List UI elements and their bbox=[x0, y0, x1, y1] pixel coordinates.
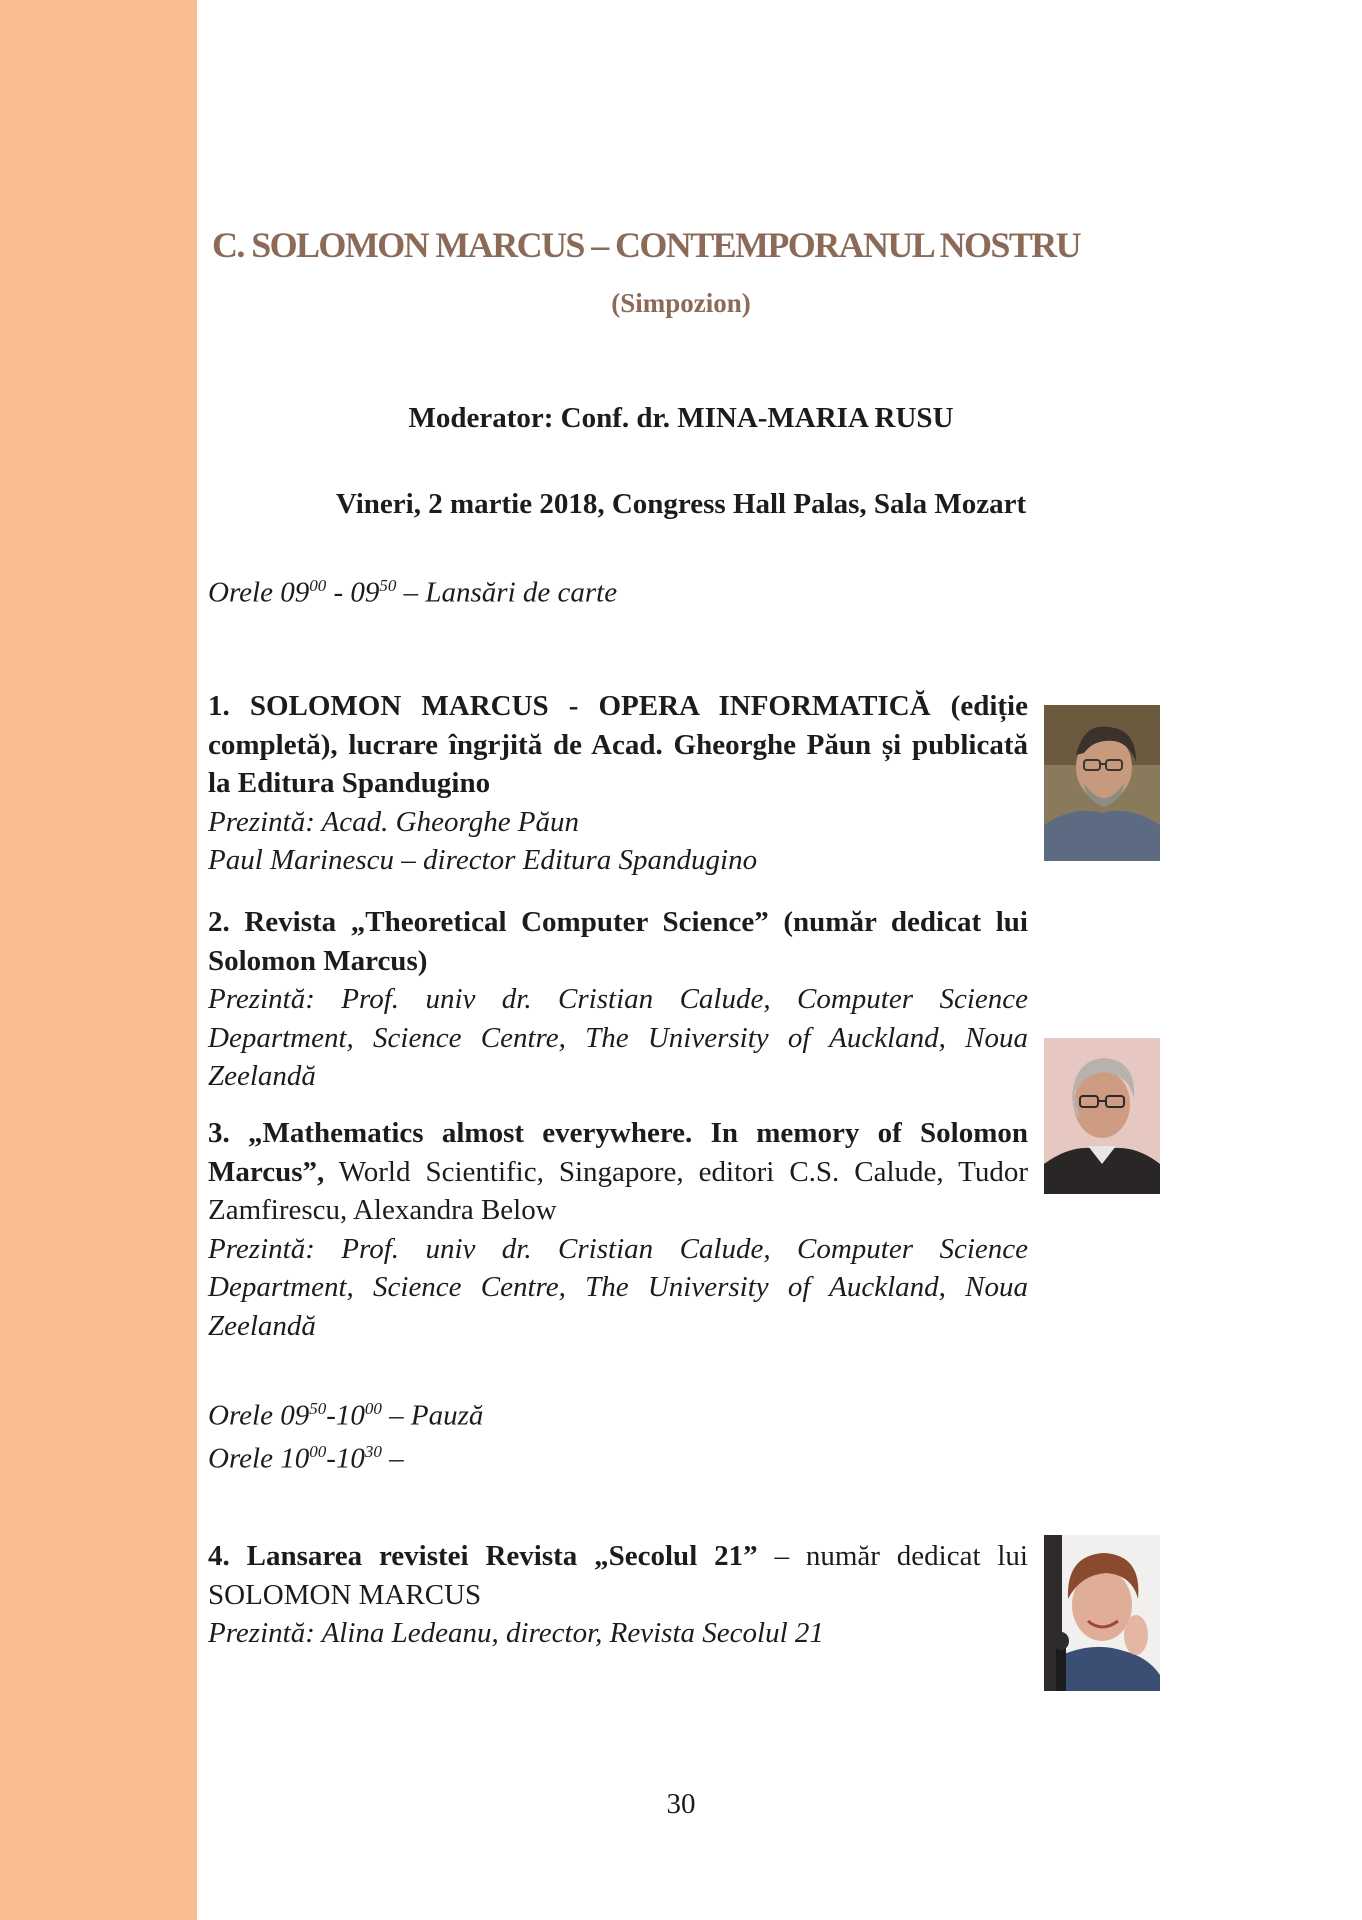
portrait-gheorghe-paun bbox=[1044, 705, 1160, 861]
moderator-line: Moderator: Conf. dr. MINA-MARIA RUSU bbox=[408, 402, 954, 434]
item-title-line: SOLOMON MARCUS bbox=[208, 1578, 482, 1611]
time-slot-10-00: Orele $10^{00}-10^{30}$ – bbox=[208, 1442, 404, 1475]
item-title-line: 3. „Mathematics almost everywhere. In memory of Solomon bbox=[208, 1117, 1028, 1149]
list-item-3 bbox=[208, 1114, 1028, 1345]
time-slot-book-launches: Orele $09^{00} - 09^{50}$ – Lansări de carte bbox=[208, 576, 618, 609]
item-presenter-line: Paul Marinescu – director Editura Spandugino bbox=[208, 844, 758, 876]
list-item-2 bbox=[208, 903, 1028, 1096]
section-subtitle: (Simpozion) bbox=[611, 288, 751, 318]
list-item-4 bbox=[208, 1537, 1028, 1653]
item-title-line: Marcus”, World Scientific, Singapore, editori C.S. Calude, Tudor bbox=[208, 1155, 1028, 1188]
item-presenter-line: Department, Science Centre, The University of Auckland, Noua bbox=[208, 1271, 1028, 1303]
item-title-line: la Editura Spandugino bbox=[208, 767, 491, 799]
item-presenter-line: Prezintă: Alina Ledeanu, director, Revista Secolul 21 bbox=[208, 1617, 824, 1649]
item-presenter-line: Zeelandă bbox=[208, 1309, 316, 1342]
portrait-cristian-calude bbox=[1044, 1038, 1160, 1194]
item-presenter-line: Department, Science Centre, The University of Auckland, Noua bbox=[208, 1021, 1028, 1054]
item-presenter-line: Prezintă: Prof. univ dr. Cristian Calude, Computer Science bbox=[208, 1232, 1028, 1265]
item-title-line: Solomon Marcus) bbox=[208, 944, 428, 977]
item-presenter-line: Prezintă: Acad. Gheorghe Păun bbox=[208, 805, 580, 838]
item-title-line: 1. SOLOMON MARCUS - OPERA INFORMATICĂ (ediție bbox=[208, 690, 1028, 722]
portrait-alina-ledeanu bbox=[1044, 1535, 1160, 1691]
list-item-1 bbox=[208, 687, 1028, 880]
item-title-line: 2. Revista „Theoretical Computer Science” (număr dedicat lui bbox=[208, 906, 1028, 938]
date-location-line: Vineri, 2 martie 2018, Congress Hall Palas, Sala Mozart bbox=[335, 488, 1027, 520]
page-number: 30 bbox=[666, 1788, 696, 1820]
left-margin-band bbox=[0, 0, 197, 1920]
item-title-line: completă), lucrare îngrjită de Acad. Gheorghe Păun și publicată bbox=[208, 728, 1028, 761]
item-title-line: Zamfirescu, Alexandra Below bbox=[208, 1194, 557, 1226]
section-title: C. SOLOMON MARCUS – CONTEMPORANUL NOSTRU bbox=[212, 225, 1081, 265]
time-slot-break: Orele $09^{50}-10^{00}$ – Pauză bbox=[208, 1399, 484, 1432]
item-presenter-line: Prezintă: Prof. univ dr. Cristian Calude, Computer Science bbox=[208, 983, 1028, 1015]
item-presenter-line: Zeelandă bbox=[208, 1060, 316, 1092]
item-title-line: 4. Lansarea revistei Revista „Secolul 21” – număr dedicat lui bbox=[208, 1540, 1028, 1572]
